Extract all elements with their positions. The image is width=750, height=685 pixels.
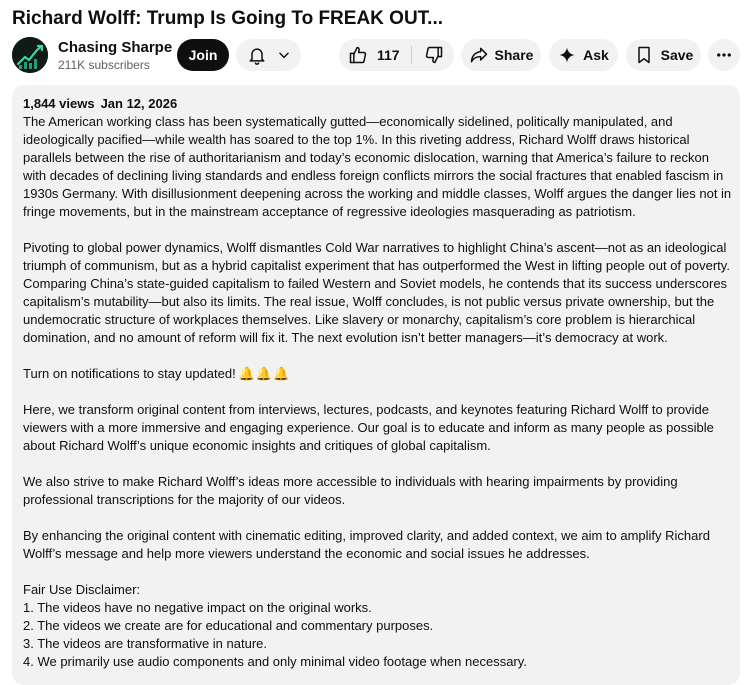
chevron-down-icon [277,48,291,62]
description-paragraph: We also strive to make Richard Wolff’s ideas more accessible to individuals with hearing impairments by providing professional transcriptions for the majority of our videos. [23,474,678,507]
save-label: Save [660,47,694,63]
description-paragraph: The American working class has been systematically gutted—economically sidelined, politically manipulated, and ideologically pacified—while wealth has soared to the top 1%. In this riveting address, Richard Wolff draws historical parallels between the rise of authoritarianism and today’s economic dislocation, warning that America’s failure to reckon with decades of declining living standards and endless foreign conflicts mirrors the social fractures that enabled fascism in 1930s Germany. With disillusionment deepening across the working and middle classes, Wolff argues the danger lies not in fringe movements, but in the mainstream acceptance of regressive ideologies masquerading as patriotism. [23,114,732,219]
bell-emoji-row: 🔔🔔🔔 [238,366,291,381]
thumbs-up-icon [348,45,368,65]
join-button[interactable]: Join [177,39,229,71]
disclaimer-item: 3. The videos are transformative in nature. [23,636,267,651]
share-label: Share [494,47,534,63]
save-button[interactable] [626,39,701,71]
disclaimer-title: Fair Use Disclaimer: [23,582,141,597]
like-dislike-group [339,39,454,71]
sparkle-icon [558,46,576,64]
disclaimer-item: 1. The videos have no negative impact on the original works. [23,600,372,615]
subscriber-count: 211K subscribers [58,58,150,72]
like-count: 117 [377,47,400,63]
like-button[interactable] [339,39,409,71]
description-paragraph: Here, we transform original content from interviews, lectures, podcasts, and keynotes featuring Richard Wolff to provide viewers with a more immersive and engaging experience. Our goal is to educate and inform as many people as possible about Richard Wolff’s unique economic insights and critiques of global capitalism. [23,402,714,453]
channel-avatar[interactable] [12,37,48,73]
bell-icon [247,45,267,65]
thumbs-down-icon [424,45,444,65]
bookmark-icon [634,45,654,65]
notification-text: Turn on notifications to stay updated! [23,366,236,381]
ask-label: Ask [583,47,609,63]
channel-actions-row [0,36,750,76]
channel-avatar-icon [12,37,48,73]
video-title: Richard Wolff: Trump Is Going To FREAK OUT... [12,8,444,29]
notification-button[interactable] [236,39,301,71]
notification-call-to-action [23,365,732,383]
disclaimer-item: 4. We primarily use audio components and only minimal video footage when necessary. [23,654,527,669]
description-paragraph: Pivoting to global power dynamics, Wolff dismantles Cold War narratives to highlight China’s ascent—not as an ideological triumph of communism, but as a hybrid capitalist experiment that has outperformed the West in lifting people out of poverty. Comparing China’s state-guided capitalism to failed Western and Soviet models, he contends that its success underscores capitalism’s mutability—but also its limits. The real issue, Wolff concludes, is not public versus private ownership, but the undemocratic structure of workplaces themselves. Like slavery or monarchy, capitalism’s core problem is hierarchical domination, and no amount of reform will fix it. The next evolution isn’t better managers—it’s democracy at work. [23,240,730,345]
description-paragraph: By enhancing the original content with cinematic editing, improved clarity, and added context, we aim to amplify Richard Wolff’s message and help more viewers understand the economic and social issues he addresses. [23,528,710,561]
like-divider [411,46,412,64]
ask-button[interactable] [549,39,618,71]
description-box[interactable] [12,85,740,685]
dislike-button[interactable] [414,39,454,71]
view-count: 1,844 views [23,96,95,111]
channel-name[interactable]: Chasing Sharpe [58,39,173,56]
more-horizontal-icon [715,46,733,64]
more-actions-button[interactable] [708,39,740,71]
disclaimer-item: 2. The videos we create are for educational and commentary purposes. [23,618,434,633]
share-button[interactable] [461,39,541,71]
upload-date: Jan 12, 2026 [100,96,178,111]
share-arrow-icon [469,45,489,65]
video-meta [23,95,732,113]
